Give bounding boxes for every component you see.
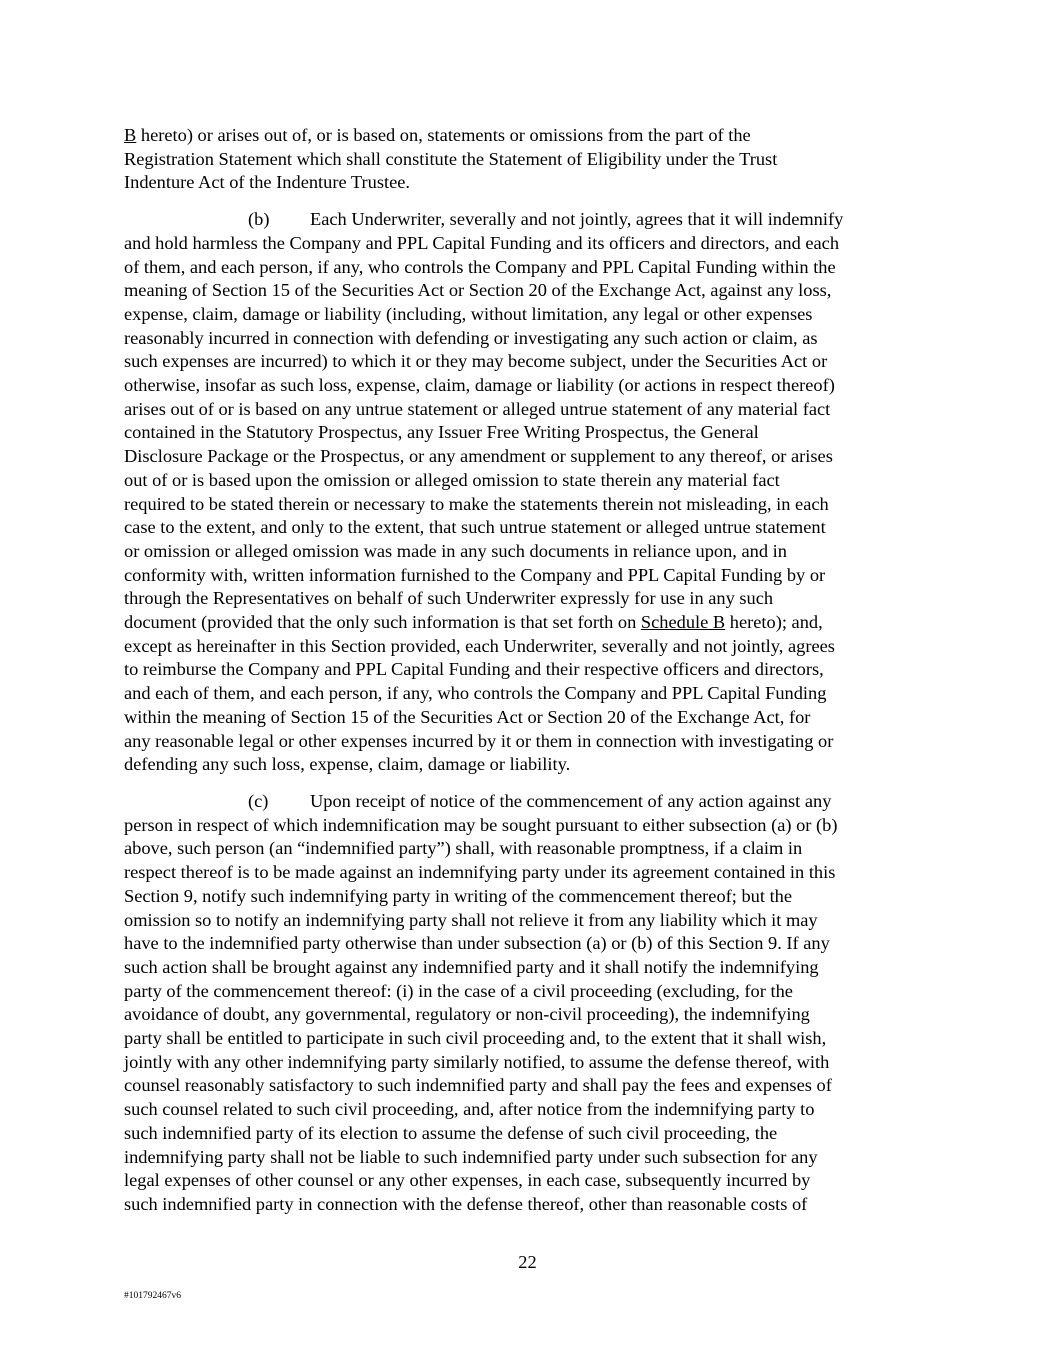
text-line: above, such person (an “indemnified party”) shall, with reasonable promptness, if a claim in — [124, 838, 803, 859]
text-line: counsel reasonably satisfactory to such indemnified party and shall pay the fees and expenses of — [124, 1075, 832, 1096]
text-line: such expenses are incurred) to which it or they may become subject, under the Securities Act or — [124, 351, 828, 372]
text-line: out of or is based upon the omission or alleged omission to state therein any material fact — [124, 469, 780, 490]
text-line: document (provided that the only such information is that set forth on Schedule B hereto); and, — [124, 612, 823, 633]
text-line: conformity with, written information furnished to the Company and PPL Capital Funding by or — [124, 564, 826, 585]
text-line: indemnifying party shall not be liable to such indemnified party under such subsection for any — [124, 1146, 818, 1167]
text-line: omission so to notify an indemnifying party shall not relieve it from any liability which it may — [124, 909, 818, 930]
text-line: jointly with any other indemnifying party similarly notified, to assume the defense thereof, with — [124, 1051, 830, 1072]
text-line: required to be stated therein or necessary to make the statements therein not misleading, in each — [124, 493, 829, 514]
paragraph-c — [124, 790, 934, 1217]
text-line: Section 9, notify such indemnifying party in writing of the commencement thereof; but the — [124, 885, 793, 906]
text-line: of them, and each person, if any, who controls the Company and PPL Capital Funding within the — [124, 256, 836, 277]
text-line: expense, claim, damage or liability (including, without limitation, any legal or other expenses — [124, 303, 813, 324]
text-line: within the meaning of Section 15 of the Securities Act or Section 20 of the Exchange Act, for — [124, 706, 811, 727]
paragraph-b — [124, 208, 934, 777]
paragraph-a-continuation — [124, 124, 934, 195]
text-line: meaning of Section 15 of the Securities Act or Section 20 of the Exchange Act, against any loss, — [124, 280, 832, 301]
text-line: otherwise, insofar as such loss, expense, claim, damage or liability (or actions in respect thereof) — [124, 375, 835, 396]
text-line: defending any such loss, expense, claim, damage or liability. — [124, 754, 571, 775]
text-line: person in respect of which indemnification may be sought pursuant to either subsection (a) or (b) — [124, 814, 838, 835]
text-line: through the Representatives on behalf of such Underwriter expressly for use in any such — [124, 588, 774, 609]
text-line: respect thereof is to be made against an indemnifying party under its agreement contained in this — [124, 862, 836, 883]
text-line: such counsel related to such civil proceeding, and, after notice from the indemnifying party to — [124, 1099, 815, 1120]
text-line: Disclosure Package or the Prospectus, or any amendment or supplement to any thereof, or arises — [124, 446, 833, 467]
text-line: (c) Upon receipt of notice of the commencement of any action against any — [124, 790, 934, 814]
text-line: legal expenses of other counsel or any other expenses, in each case, subsequently incurred by — [124, 1170, 811, 1191]
schedule-b-reference: Schedule B — [640, 612, 726, 633]
text-line: B hereto) or arises out of, or is based on, statements or omissions from the part of the — [124, 125, 751, 145]
text-line: Registration Statement which shall constitute the Statement of Eligibility under the Trust — [124, 148, 778, 169]
subsection-label-b: (b) — [248, 209, 270, 230]
document-id: #101792467v6 — [124, 1291, 181, 1301]
text-line: such action shall be brought against any indemnified party and it shall notify the indemnifying — [124, 956, 819, 977]
text-line: arises out of or is based on any untrue statement or alleged untrue statement of any material fact — [124, 398, 831, 419]
text-line: Indenture Act of the Indenture Trustee. — [124, 172, 411, 193]
text-line: such indemnified party of its election to assume the defense of such civil proceeding, the — [124, 1122, 778, 1143]
text-line: case to the extent, and only to the extent, that such untrue statement or alleged untrue statement — [124, 517, 826, 538]
page-number: 22 — [518, 1252, 537, 1272]
text-line: or omission or alleged omission was made in any such documents in reliance upon, and in — [124, 540, 787, 561]
text-line: and hold harmless the Company and PPL Capital Funding and its officers and directors, and each — [124, 232, 840, 253]
text-line: to reimburse the Company and PPL Capital Funding and their respective officers and directors, — [124, 659, 824, 680]
text-line: and each of them, and each person, if any, who controls the Company and PPL Capital Funding — [124, 683, 827, 704]
text-line: such indemnified party in connection with the defense thereof, other than reasonable costs of — [124, 1193, 808, 1214]
text-line: party of the commencement thereof: (i) in the case of a civil proceeding (excluding, for the — [124, 980, 793, 1001]
text-line: party shall be entitled to participate in such civil proceeding and, to the extent that it shall wish, — [124, 1028, 827, 1049]
schedule-b-reference: B — [124, 125, 137, 145]
text-line: contained in the Statutory Prospectus, any Issuer Free Writing Prospectus, the General — [124, 422, 759, 443]
text-line: avoidance of doubt, any governmental, regulatory or non-civil proceeding), the indemnifying — [124, 1004, 810, 1025]
text-line: have to the indemnified party otherwise than under subsection (a) or (b) of this Section 9. If any — [124, 933, 830, 954]
text-line: reasonably incurred in connection with defending or investigating any such action or claim, as — [124, 327, 818, 348]
text-line: (b) Each Underwriter, severally and not jointly, agrees that it will indemnify — [124, 208, 934, 232]
text-line: any reasonable legal or other expenses incurred by it or them in connection with investigating or — [124, 730, 834, 751]
subsection-label-c: (c) — [248, 790, 269, 811]
text-line: except as hereinafter in this Section provided, each Underwriter, severally and not jointly, agrees — [124, 635, 835, 656]
document-page — [124, 124, 934, 1217]
